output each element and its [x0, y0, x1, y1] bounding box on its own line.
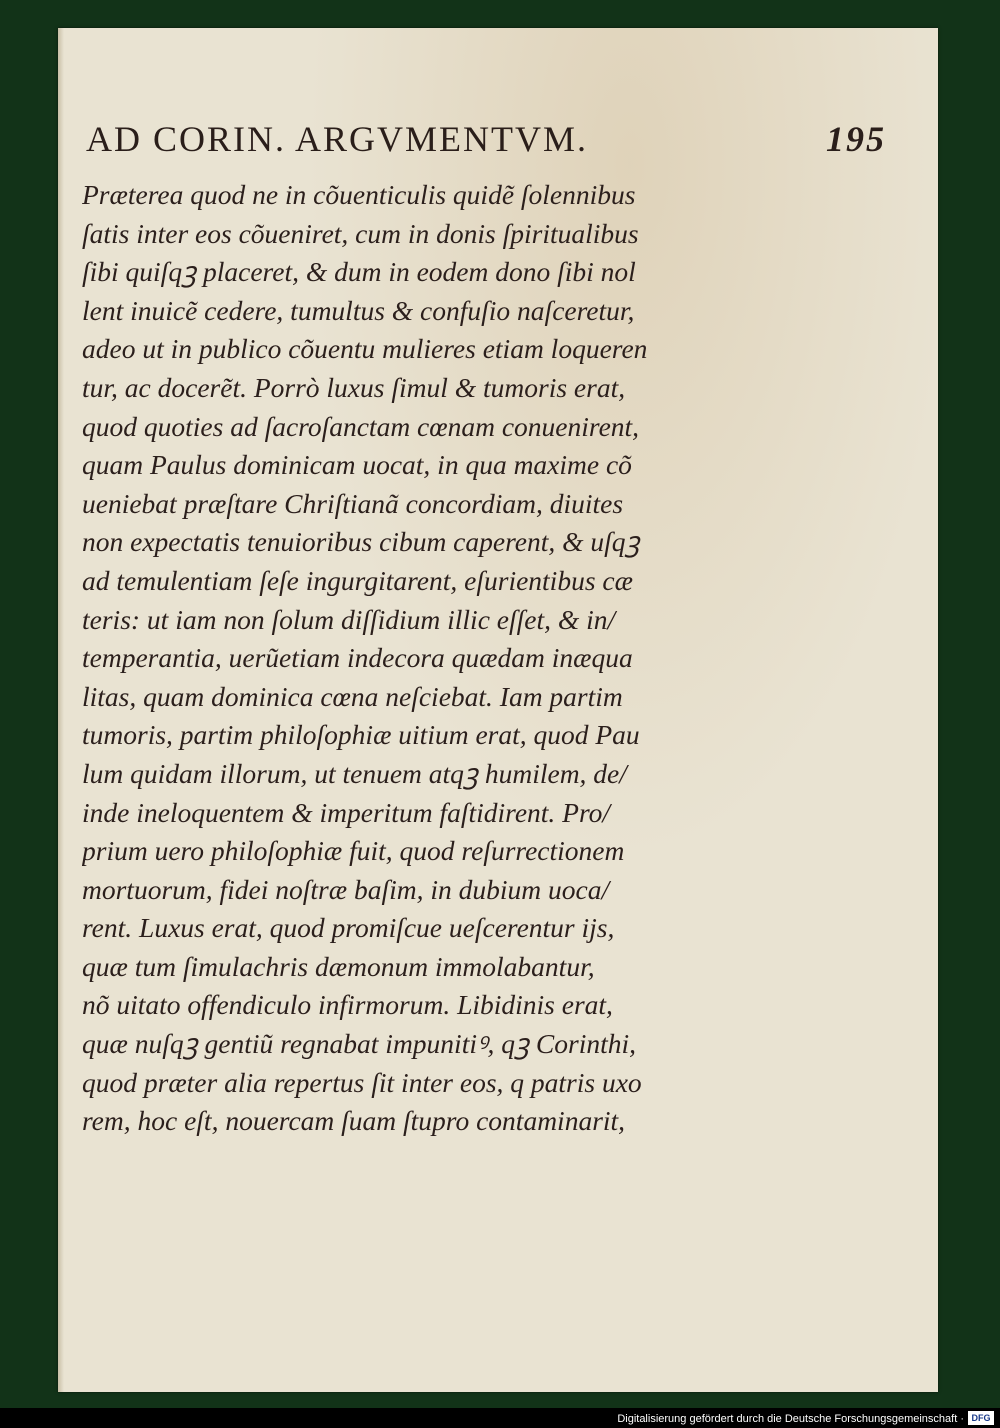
text-line: mortuorum, fidei noſtræ baſim, in dubium uoca/ — [82, 873, 610, 905]
text-line: temperantia, uerũetiam indecora quædam inæqua — [82, 642, 633, 674]
text-line: nõ uitato offendiculo infirmorum. Libidinis erat, — [82, 989, 613, 1021]
text-line: quæ nuſqꝫ gentiũ regnabat impunitiꝰ, qꝫ Corinthi, — [82, 1028, 636, 1060]
text-line: tur, ac docerẽt. Porrò luxus ſimul & tumoris erat, — [82, 371, 626, 403]
dfg-logo: DFG — [968, 1411, 994, 1425]
text-line: ueniebat præſtare Chriſtianã concordiam, diuites — [82, 487, 624, 519]
body-text — [82, 176, 792, 1141]
text-line: lum quidam illorum, ut tenuem atqꝫ humilem, de/ — [82, 757, 627, 789]
text-line: lent inuicẽ cedere, tumultus & confuſio naſceretur, — [82, 294, 635, 326]
text-line: adeo ut in publico cõuentu mulieres etiam loqueren — [82, 333, 648, 365]
text-line: inde ineloquentem & imperitum faſtidirent. Pro/ — [82, 796, 611, 828]
text-line: quod præter alia repertus ſit inter eos, q patris uxo — [82, 1066, 642, 1098]
text-line: quæ tum ſimulachris dæmonum immolabantur, — [82, 950, 595, 982]
text-line: litas, quam dominica cœna neſciebat. Iam partim — [82, 680, 623, 712]
text-line: teris: ut iam non ſolum diſſidium illic eſſet, & in/ — [82, 603, 616, 635]
running-header — [86, 118, 886, 168]
page-number: 195 — [826, 119, 886, 159]
text-line: rem, hoc eſt, nouercam ſuam ſtupro contaminarit, — [82, 1105, 626, 1137]
funding-notice: Digitalisierung gefördert durch die Deutsche Forschungsgemeinschaft · — [617, 1413, 964, 1425]
footer-bar — [0, 1408, 1000, 1428]
text-line: prium uero philoſophiæ fuit, quod reſurrectionem — [82, 835, 625, 867]
text-line: ſibi quiſqꝫ placeret, & dum in eodem dono ſibi nol — [82, 256, 636, 288]
text-line: tumoris, partim philoſophiæ uitium erat, quod Pau — [82, 719, 640, 751]
page-edge — [58, 28, 64, 1392]
text-line: rent. Luxus erat, quod promiſcue ueſcerentur ijs, — [82, 912, 615, 944]
text-line: non expectatis tenuioribus cibum caperent, & uſqꝫ — [82, 526, 640, 558]
text-line: ad temulentiam ſeſe ingurgitarent, eſurientibus cæ — [82, 564, 633, 596]
text-line: quam Paulus dominicam uocat, in qua maxime cõ — [82, 449, 632, 481]
text-line: ſatis inter eos cõueniret, cum in donis ſpiritualibus — [82, 217, 639, 249]
header-title: AD CORIN. ARGVMENTVM. — [86, 119, 589, 159]
text-line: Præterea quod ne in cõuenticulis quidẽ ſolennibus — [82, 179, 636, 210]
scanned-page — [58, 28, 938, 1392]
text-line: quod quoties ad ſacroſanctam cœnam conuenirent, — [82, 410, 640, 442]
